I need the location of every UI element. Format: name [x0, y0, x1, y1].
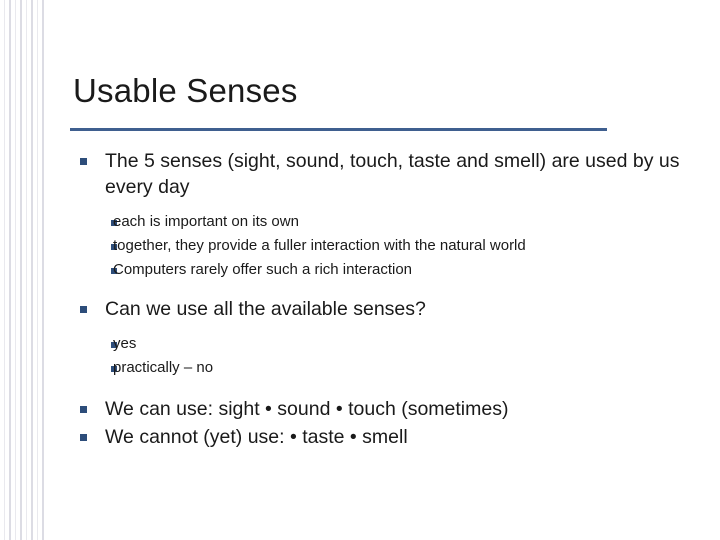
list-item: [78, 210, 712, 234]
square-bullet-icon: [78, 210, 113, 234]
list-item-text: Can we use all the available senses?: [105, 298, 426, 320]
list-item-text: We can use: sight • sound • touch (sometimes): [105, 398, 509, 420]
spacer: [70, 380, 712, 396]
decorative-stripe-band: [0, 0, 46, 540]
spacer: [70, 282, 712, 296]
square-bullet-icon: [78, 332, 113, 356]
list-item-text: practically – no: [113, 359, 214, 376]
list-item-text: each is important on its own: [113, 213, 299, 230]
list-item: [70, 396, 712, 422]
square-bullet-icon: [70, 396, 105, 422]
list-item: [70, 296, 712, 322]
square-bullet-icon: [78, 258, 113, 282]
square-bullet-icon: [70, 296, 105, 322]
list-item-text: Computers rarely offer such a rich interaction: [113, 261, 413, 278]
square-bullet-icon: [70, 148, 105, 174]
page-title: Usable Senses: [73, 72, 298, 109]
list-item: [70, 148, 712, 200]
list-item-text: We cannot (yet) use: • taste • smell: [105, 426, 408, 448]
list-item: [78, 234, 712, 258]
spacer: [70, 324, 712, 332]
title-underline-rule: [70, 128, 607, 131]
slide-content: [60, 0, 720, 540]
list-item: [78, 332, 712, 356]
list-item-text: yes: [113, 335, 137, 352]
list-item: [78, 258, 712, 282]
square-bullet-icon: [78, 356, 113, 380]
list-item: [70, 424, 712, 450]
square-bullet-icon: [78, 234, 113, 258]
list-item: [78, 356, 712, 380]
list-item-text: together, they provide a fuller interaction with the natural world: [113, 237, 526, 254]
decorative-stripe-gutter: [46, 0, 60, 540]
bullet-list: [70, 148, 712, 452]
square-bullet-icon: [70, 424, 105, 450]
list-item-text: The 5 senses (sight, sound, touch, taste and smell) are used by us every day: [105, 150, 680, 198]
spacer: [70, 202, 712, 210]
